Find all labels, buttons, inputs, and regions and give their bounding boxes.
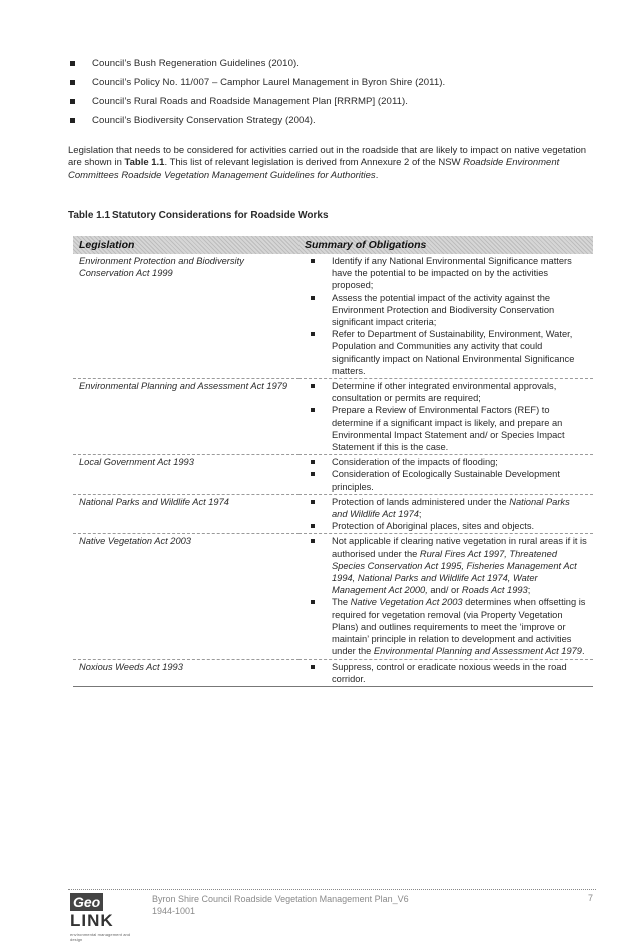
table-reference: Table 1.1 bbox=[124, 157, 165, 169]
bullet-icon bbox=[311, 524, 315, 528]
header-legislation: Legislation bbox=[73, 236, 299, 254]
logo-geo-mark: Geo bbox=[70, 893, 103, 911]
policy-bullet-list bbox=[68, 54, 588, 130]
table-row bbox=[73, 455, 593, 495]
bullet-icon bbox=[311, 296, 315, 300]
table-header-row bbox=[73, 236, 593, 254]
bullet-icon bbox=[70, 99, 75, 104]
footer-document-name: Byron Shire Council Roadside Vegetation Management Plan_V6 bbox=[152, 894, 409, 904]
header-summary-of-obligations: Summary of Obligations bbox=[299, 236, 593, 254]
legislation-cell: Noxious Weeds Act 1993 bbox=[73, 659, 299, 686]
bullet-icon bbox=[70, 118, 75, 123]
legislation-cell: Native Vegetation Act 2003 bbox=[73, 534, 299, 659]
bullet-icon bbox=[311, 472, 315, 476]
list-item: Protection of Aboriginal places, sites and objects. bbox=[305, 520, 587, 532]
list-item: Determine if other integrated environmental approvals, consultation or permits are required; bbox=[305, 380, 587, 404]
bullet-icon bbox=[311, 332, 315, 336]
table-row bbox=[73, 254, 593, 379]
list-item: Prepare a Review of Environmental Factors (REF) to determine if a significant impact is likely, and prepare an Environmental Impact Statement and/ or Species Impact Statement if this is the case. bbox=[305, 404, 587, 453]
list-item: Consideration of Ecologically Sustainable Development principles. bbox=[305, 468, 587, 492]
footer-document-ref: 1944-1001 bbox=[152, 906, 196, 916]
list-item: The Native Vegetation Act 2003 determines when offsetting is required for vegetation removal (via Property Vegetation Plans) and outlines requirements to meet the ‘improve or maintain’ principle in relation to development and activities under the Environmental Planning and Assessment Act 1979. bbox=[305, 596, 587, 657]
legislation-cell: Environment Protection and Biodiversity Conservation Act 1999 bbox=[73, 254, 299, 379]
obligations-cell bbox=[299, 659, 593, 686]
list-item: Protection of lands administered under the National Parks and Wildlife Act 1974; bbox=[305, 496, 587, 520]
statutory-considerations-table bbox=[73, 236, 593, 687]
list-item: Council’s Rural Roads and Roadside Management Plan [RRRMP] (2011). bbox=[68, 92, 588, 111]
list-item: Identify if any National Environmental Significance matters have the potential to be impacted on by the activities proposed; bbox=[305, 255, 587, 292]
table-row bbox=[73, 659, 593, 686]
obligations-cell bbox=[299, 455, 593, 495]
logo-tagline: environmental management and design bbox=[70, 932, 131, 942]
bullet-icon bbox=[70, 80, 75, 85]
table-number: Table 1.1 bbox=[68, 210, 111, 221]
geolink-logo bbox=[70, 893, 142, 942]
obligations-cell bbox=[299, 254, 593, 379]
footer-document-info bbox=[152, 893, 409, 917]
table-row bbox=[73, 534, 593, 659]
table-row bbox=[73, 494, 593, 534]
obligations-cell bbox=[299, 379, 593, 455]
bullet-icon bbox=[311, 600, 315, 604]
table-row bbox=[73, 379, 593, 455]
obligations-cell bbox=[299, 534, 593, 659]
list-item: Suppress, control or eradicate noxious weeds in the road corridor. bbox=[305, 661, 587, 685]
logo-link-text: LINK bbox=[70, 911, 114, 930]
obligations-cell bbox=[299, 494, 593, 534]
legislation-cell: National Parks and Wildlife Act 1974 bbox=[73, 494, 299, 534]
list-item: Assess the potential impact of the activity against the Environment Protection and Biodiversity Conservation significant impact criteria; bbox=[305, 292, 587, 329]
list-item: Not applicable if clearing native vegetation in rural areas if it is authorised under the Rural Fires Act 1997, Threatened Species Conservation Act 1995, Fisheries Management Act 1994, National Parks and Wildlife Act 1974, Water Management Act 2000, and/ or Roads Act 1993; bbox=[305, 535, 587, 596]
list-item: Council’s Biodiversity Conservation Strategy (2004). bbox=[68, 111, 588, 130]
bullet-icon bbox=[70, 61, 75, 66]
table-title: Statutory Considerations for Roadside Works bbox=[112, 210, 329, 221]
bullet-icon bbox=[311, 665, 315, 669]
list-item: Council’s Policy No. 11/007 – Camphor Laurel Management in Byron Shire (2011). bbox=[68, 73, 588, 92]
bullet-icon bbox=[311, 408, 315, 412]
guideline-title: Roadside Environment Committees Roadside Vegetation Management Guidelines for Authorities bbox=[68, 157, 560, 181]
list-item: Consideration of the impacts of flooding; bbox=[305, 456, 587, 468]
list-item: Refer to Department of Sustainability, Environment, Water, Population and Communities any activity that could significantly impact on National Environmental Significance matters. bbox=[305, 328, 587, 377]
list-item: Council’s Bush Regeneration Guidelines (2010). bbox=[68, 54, 588, 73]
intro-paragraph: Legislation that needs to be considered for activities carried out in the roadside that are likely to impact on native vegetation are shown in Table 1.1. This list of relevant legislation is derived from Annexure 2 of the NSW Roadside Environment Committees Roadside Vegetation Management Guidelines for Authorities. bbox=[68, 145, 587, 181]
bullet-icon bbox=[311, 384, 315, 388]
legislation-cell: Environmental Planning and Assessment Act 1979 bbox=[73, 379, 299, 455]
bullet-icon bbox=[311, 539, 315, 543]
bullet-icon bbox=[311, 460, 315, 464]
page-number: 7 bbox=[588, 893, 594, 903]
bullet-icon bbox=[311, 500, 315, 504]
bullet-icon bbox=[311, 259, 315, 263]
footer-divider bbox=[68, 889, 596, 890]
table-caption bbox=[68, 210, 329, 221]
legislation-cell: Local Government Act 1993 bbox=[73, 455, 299, 495]
